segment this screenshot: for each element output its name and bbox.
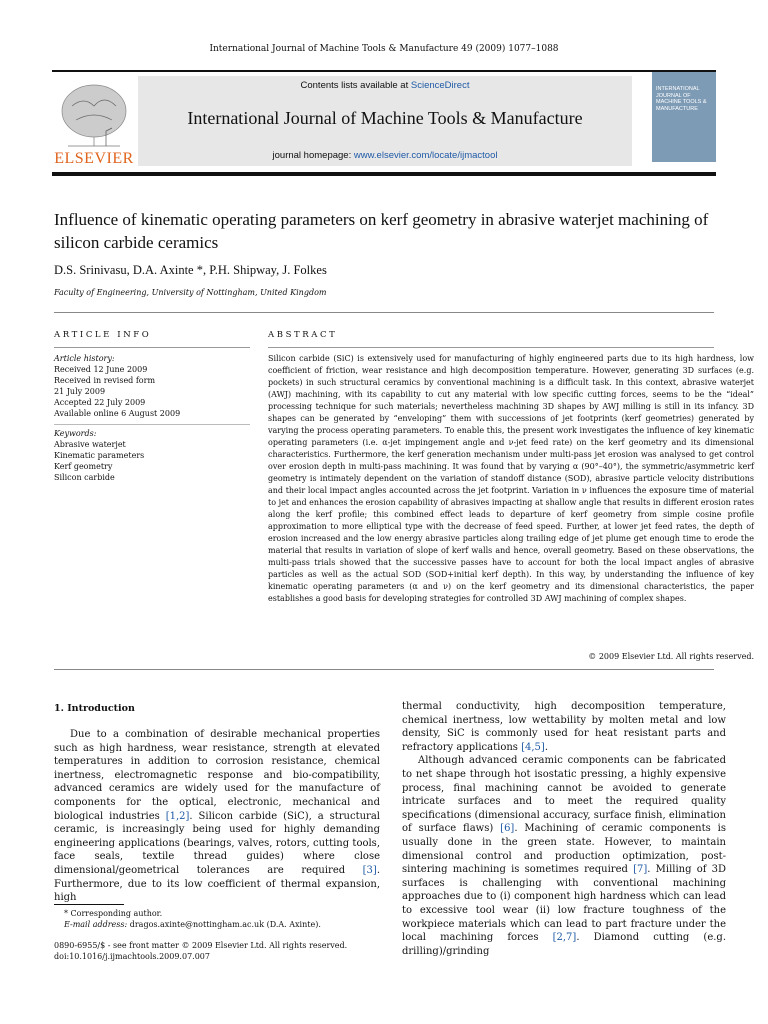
contents-prefix: Contents lists available at <box>300 80 411 91</box>
text: thermal conductivity, high decomposition temperature, chemical inertness, low wettability by molten metal and low density, SiC is commonly used for heat resistant parts and refractory applications <box>402 701 726 753</box>
footnote <box>54 908 321 930</box>
email-line <box>54 919 321 930</box>
abstract-copyright: © 2009 Elsevier Ltd. All rights reserved. <box>588 652 754 661</box>
divider <box>54 424 250 425</box>
issn-line: 0890-6955/$ - see front matter © 2009 Elsevier Ltd. All rights reserved. <box>54 941 348 950</box>
divider <box>54 347 250 348</box>
journal-cover-title: INTERNATIONAL JOURNAL OF MACHINE TOOLS & MANUFACTURE <box>656 86 707 112</box>
journal-citation: International Journal of Machine Tools & Manufacture 49 (2009) 1077–1088 <box>209 44 559 54</box>
journal-title: International Journal of Machine Tools & Manufacture <box>187 108 583 128</box>
text: Although advanced ceramic components can be fabricated to net shape through hot isostatic pressing, a highly expensive process, final machining cannot be avoided to generate intricate surfaces and to meet the required quality specifications (dimensional accuracy, surface finish, elimination of surface flaws) <box>402 755 726 835</box>
divider <box>268 347 714 348</box>
keywords <box>54 428 250 483</box>
journal-homepage <box>138 150 632 161</box>
reference-link[interactable]: [1,2] <box>165 810 190 822</box>
divider <box>54 312 714 313</box>
paragraph <box>54 728 380 905</box>
text: . Silicon carbide (SiC), a structural ceramic, is increasingly being used for highly demanding engineering applications (bearings, valves, rotors, cutting tools, face seals, textile thread guides) where close dimensional/geometrical tolerances are required <box>54 810 380 876</box>
text: . Milling of 3D surfaces is challenging with conventional machining approaches due to (i) component high hardness which can lead to excessive tool wear (ii) low fracture toughness of the workpiece materials which can lead to part fracture under the local machining forces <box>402 864 726 944</box>
keyword-item: Kerf geometry <box>54 462 113 471</box>
paragraph <box>402 754 726 958</box>
reference-link[interactable]: [3] <box>362 864 377 876</box>
text: . Furthermore, due to its low coefficient of thermal expansion, high <box>54 864 380 904</box>
reference-link[interactable]: [7] <box>633 864 648 876</box>
keywords-label: Keywords: <box>54 429 97 438</box>
reference-link[interactable]: [4,5] <box>521 741 545 753</box>
email-address[interactable]: dragos.axinte@nottingham.ac.uk (D.A. Axinte). <box>127 920 321 929</box>
keyword-item: Kinematic parameters <box>54 451 145 460</box>
history-item: Available online 6 August 2009 <box>54 409 181 418</box>
keyword-item: Abrasive waterjet <box>54 440 126 449</box>
paragraph <box>402 700 726 754</box>
header-rule-top <box>52 70 716 72</box>
history-item: 21 July 2009 <box>54 387 106 396</box>
sciencedirect-link[interactable]: ScienceDirect <box>410 80 470 91</box>
corresponding-author-note: * Corresponding author. <box>64 909 163 918</box>
article-history <box>54 353 250 419</box>
doi-line[interactable]: doi:10.1016/j.ijmachtools.2009.07.007 <box>54 952 210 961</box>
history-item: Accepted 22 July 2009 <box>54 398 146 407</box>
email-label: E-mail address: <box>64 920 128 929</box>
article-title: Influence of kinematic operating parameters on kerf geometry in abrasive waterjet machining of silicon carbide ceramics <box>54 210 709 252</box>
abstract-text: Silicon carbide (SiC) is extensively used for manufacturing of highly engineered parts due to its high hardness, low coefficient of friction, wear resistance and high decomposition temperature. However, generating 3D surfaces (e.g. pockets) in such structural ceramics by conventional machining is a difficult task. In this context, abrasive waterjet (AWJ) machining, with its capability to cut any material with low specific cutting forces, seems to be the “ideal” processing technique for such materials; nevertheless machining 3D shapes by AWJ milling is still in its infancy. 3D shapes can be generated by “enveloping” them with successions of jet footprints (kerf geometries) generated by varying the process operating parameters. To enable this, the present work investigates the influence of key kinematic operating parameters (i.e. α-jet impingement angle and ν-jet feed rate) on the kerf geometry and its dimensional characteristics. Furthermore, the kerf generation mechanism under multi-pass jet erosion was analysed to get control over erosion depth in multi-pass machining. It was found that by varying α (90°–40°), the symmetric/asymmetric kerf geometry is intimately dependent on the variation of standoff distance (SOD), abrasive particle velocity distributions and their local impact angles accounted across the jet footprint. Variation in ν influences the exposure time of material to jet and enhances the erosion capability of abrasives impacting at shallow angle that results in different erosion rates along the kerf profile; this combined effect leads to departure of kerf geometry from simple cosine profile approximation to more elliptical type with the decrease of feed speed. Further, at lower jet feed rates, the depth of erosion increased and the low energy abrasive particles along trailing edge of jet plume get enough time to erode the material that results in variation of slope of kerf walls and hence, overall geometry. Based on these observations, the multi-pass trials showed that the successive passes have to account for both the local impact angles of abrasive particles as well as the actual SOD (SOD+initial kerf depth). In this way, by understanding the influence of key kinematic operating parameters (α and ν) on the kerf geometry and its dimensional characteristics, the paper establishes a good basis for developing strategies for controlled 3D AWJ machining of complex shapes. <box>268 354 754 603</box>
front-matter-info <box>54 940 347 962</box>
history-label: Article history: <box>54 354 115 363</box>
divider <box>54 669 714 670</box>
contents-line <box>138 80 632 91</box>
homepage-prefix: journal homepage: <box>272 150 354 161</box>
homepage-link[interactable]: www.elsevier.com/locate/ijmactool <box>353 150 498 161</box>
section-heading: 1. Introduction <box>54 703 135 714</box>
text: . Diamond cutting (e.g. drilling)/grinding <box>402 932 726 957</box>
article-info-heading: ARTICLE INFO <box>54 330 152 340</box>
history-item: Received 12 June 2009 <box>54 365 148 374</box>
header-rule-bottom <box>52 172 716 176</box>
abstract-heading: ABSTRACT <box>268 330 338 340</box>
reference-link[interactable]: [2,7] <box>552 932 577 944</box>
text: . <box>544 741 549 753</box>
footnote-rule <box>54 904 124 905</box>
body-column-right <box>402 700 726 958</box>
text: Due to a combination of desirable mechanical properties such as high hardness, wear resistance, strength at elevated temperatures in addition to corrosion resistance, chemical inertness, electromagnetic response and bio-compatibility, advanced ceramics are widely used for the manufacture of components for the optical, electronic, mechanical and biological industries <box>54 729 380 822</box>
article-authors: D.S. Srinivasu, D.A. Axinte *, P.H. Shipway, J. Folkes <box>54 263 327 277</box>
history-item: Received in revised form <box>54 376 156 385</box>
elsevier-wordmark: ELSEVIER <box>54 150 134 167</box>
reference-link[interactable]: [6] <box>500 823 515 835</box>
article-affiliation: Faculty of Engineering, University of Nottingham, United Kingdom <box>54 288 327 297</box>
text: . Machining of ceramic components is usually done in the green state. However, to maintain dimensional control and production optimization, post-sintering machining is sometimes required <box>402 823 726 876</box>
body-column-left <box>54 728 380 905</box>
keyword-item: Silicon carbide <box>54 473 115 482</box>
